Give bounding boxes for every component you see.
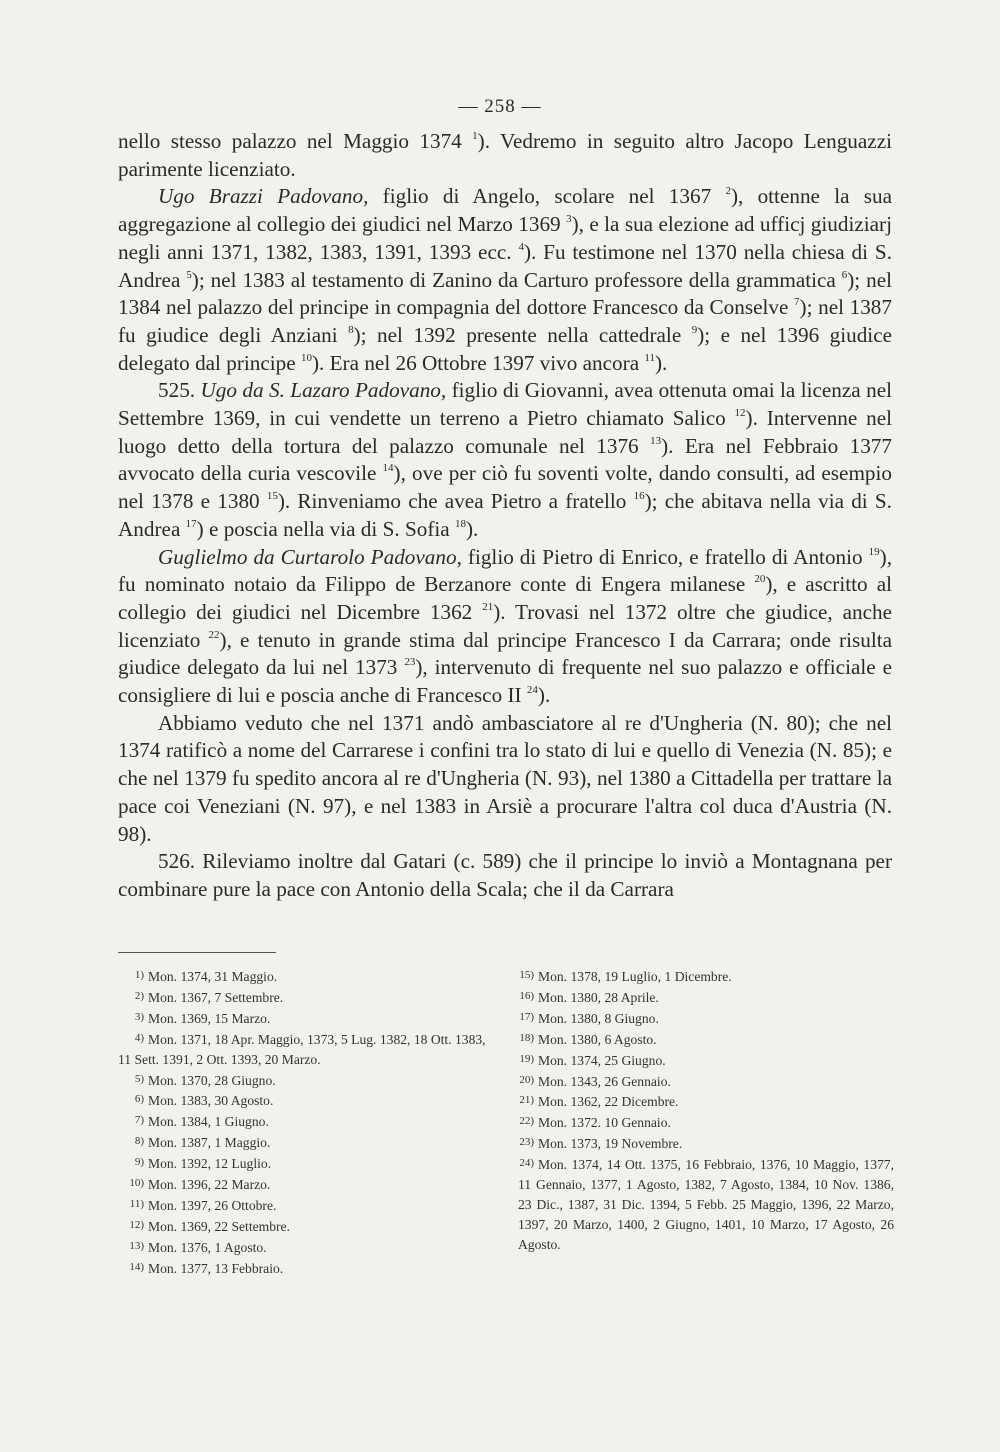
- paragraph-4: Guglielmo da Curtarolo Padovano, figlio di Pietro di Enrico, e fratello di Antonio $^{19}$), fu nominato notaio da Filippo de Berzanore conte di Engera milanese $^{20}$), e ascritto al collegio dei giudici nel Dicembre 1362 $^{21}$). Trovasi nel 1372 oltre che giudice, anche licenziato $^{22}$), e tenuto in grande stima dal principe Francesco I da Carrara; onde risulta giudice delegato da lui nel 1373 $^{23}$), intervenuto di frequente nel suo palazzo e officiale e consigliere di lui e poscia anche di Francesco II $^{24}$).: [118, 544, 893, 708]
- footnote: 7) Mon. 1384, 1 Giugno.: [134, 1114, 269, 1130]
- footnote: 11) Mon. 1397, 26 Ottobre.: [129, 1197, 277, 1213]
- footnote-ref[interactable]: 13: [650, 434, 662, 447]
- footnote-ref[interactable]: 8: [348, 323, 354, 336]
- footnote: 14) Mon. 1377, 13 Febbraio.: [129, 1260, 284, 1276]
- footnote-ref[interactable]: 10: [300, 351, 312, 364]
- entry-number: 525.: [158, 378, 201, 403]
- footnote-ref[interactable]: 20: [754, 573, 766, 586]
- footnote: 18) Mon. 1380, 6 Agosto.: [519, 1031, 657, 1047]
- paragraph-3: 525. Ugo da S. Lazaro Padovano, figlio di Giovanni, avea ottenuta omai la licenza nel Settembre 1369, in cui vendette un terreno a Pietro chiamato Salico $^{12}$). Intervenne nel luogo detto della tortura del palazzo comunale nel 1376 $^{13}$). Era nel Febbraio 1377 avvocato della curia vescovile $^{14}$), ove per ciò fu soventi volte, dando consulti, ad esempio nel 1378 e 1380 $^{15}$). Rinveniamo che avea Pietro a fratello $^{16}$); che abitava nella via di S. Andrea $^{17}$) e poscia nella via di S. Sofia $^{18}$).: [118, 378, 892, 541]
- paragraph-1: nello stesso palazzo nel Maggio 1374 $^1$). Vedremo in seguito altro Jacopo Lenguazzi parimente licenziato.: [118, 129, 892, 181]
- paragraph-6: 526. Rileviamo inoltre dal Gatari (c. 589) che il principe lo inviò a Montagnana per combinare pure la pace con Antonio della Scala; che il da Carrara: [118, 849, 892, 901]
- footnote: 13) Mon. 1376, 1 Agosto.: [129, 1239, 267, 1255]
- footnote: 19) Mon. 1374, 25 Giugno.: [519, 1052, 666, 1068]
- footnote-ref[interactable]: 24: [526, 684, 538, 697]
- footnote-divider: [118, 952, 276, 953]
- footnote: 17) Mon. 1380, 8 Giugno.: [519, 1010, 659, 1026]
- footnote-ref[interactable]: 2: [725, 185, 731, 198]
- footnote: 24) Mon. 1374, 14 Ott. 1375, 16 Febbraio, 1376, 10 Maggio, 1377, 11 Gennaio, 1377, 1 Agosto, 1382, 7 Agosto, 1384, 10 Nov. 1386, 23 Dic., 1387, 31 Dic. 1394, 5 Febb. 25 Maggio, 1396, 22 Marzo, 1397, 20 Marzo, 1400, 2 Giugno, 1401, 10 Marzo, 17 Agosto, 26 Agosto.: [518, 1157, 894, 1252]
- footnote: 22) Mon. 1372. 10 Gennaio.: [519, 1115, 671, 1131]
- footnote: 10) Mon. 1396, 22 Marzo.: [129, 1177, 271, 1193]
- footnote: 9) Mon. 1392, 12 Luglio.: [134, 1156, 272, 1172]
- person-name: Ugo da S. Lazaro Padovano,: [200, 378, 447, 403]
- footnote: 2) Mon. 1367, 7 Settembre.: [134, 989, 284, 1005]
- footnote-ref[interactable]: 4: [518, 240, 524, 253]
- footnotes-right-column: [518, 966, 894, 1255]
- footnote-ref[interactable]: 7: [794, 296, 800, 309]
- footnote: 6) Mon. 1383, 30 Agosto.: [134, 1093, 274, 1109]
- footnote-ref[interactable]: 22: [208, 628, 220, 641]
- footnote-ref[interactable]: 11: [644, 351, 655, 364]
- footnote: 23) Mon. 1373, 19 Novembre.: [519, 1136, 683, 1152]
- footnote: 12) Mon. 1369, 22 Settembre.: [129, 1218, 290, 1234]
- footnote: 20) Mon. 1343, 26 Gennaio.: [519, 1073, 671, 1089]
- footnote-ref[interactable]: 3: [566, 213, 572, 226]
- footnote: 4) Mon. 1371, 18 Apr. Maggio, 1373, 5 Lug. 1382, 18 Ott. 1383, 11 Sett. 1391, 2 Ott. 1393, 20 Marzo.: [118, 1031, 486, 1067]
- paragraph-2: Ugo Brazzi Padovano, figlio di Angelo, scolare nel 1367 $^2$), ottenne la sua aggregazione al collegio dei giudici nel Marzo 1369 $^3$), e la sua elezione ad ufficj giudiziarj negli anni 1371, 1382, 1383, 1391, 1393 ecc. $^4$). Fu testimone nel 1370 nella chiesa di S. Andrea $^5$); nel 1383 al testamento di Zanino da Carturo professore della grammatica $^6$); nel 1384 nel palazzo del principe in compagnia del dottore Francesco da Conselve $^7$); nel 1387 fu giudice degli Anziani $^8$); nel 1392 presente nella cattedrale $^9$); e nel 1396 giudice delegato dal principe $^{10}$). Era nel 26 Ottobre 1397 vivo ancora $^{11}$).: [118, 184, 893, 375]
- footnote: 16) Mon. 1380, 28 Aprile.: [519, 989, 659, 1005]
- footnote-ref[interactable]: 12: [734, 407, 746, 420]
- person-name: Ugo Brazzi Padovano,: [158, 184, 369, 209]
- footnote-ref[interactable]: 17: [185, 517, 197, 530]
- footnote: 5) Mon. 1370, 28 Giugno.: [134, 1072, 276, 1088]
- footnote-ref[interactable]: 5: [186, 268, 192, 281]
- footnote-ref[interactable]: 6: [841, 268, 848, 281]
- footnote: 8) Mon. 1387, 1 Maggio.: [134, 1135, 271, 1151]
- footnotes-left-column: [118, 966, 490, 1279]
- footnote-ref[interactable]: 16: [633, 490, 645, 503]
- footnote: 1) Mon. 1374, 31 Maggio.: [134, 969, 278, 984]
- footnote-ref[interactable]: 18: [454, 517, 466, 530]
- footnote-ref[interactable]: 9: [691, 323, 698, 336]
- footnote-ref[interactable]: 23: [404, 656, 416, 669]
- footnote: 15) Mon. 1378, 19 Luglio, 1 Dicembre.: [519, 969, 732, 984]
- footnote-ref[interactable]: 19: [868, 545, 880, 558]
- footnote-ref[interactable]: 14: [382, 462, 394, 475]
- footnote: 3) Mon. 1369, 15 Marzo.: [134, 1010, 271, 1026]
- main-text: [118, 128, 892, 904]
- paragraph-5: Abbiamo veduto che nel 1371 andò ambasciatore al re d'Ungheria (N. 80); che nel 1374 ratificò a nome del Carrarese i confini tra lo stato di lui e quello di Venezia (N. 85); e che nel 1379 fu spedito ancora al re d'Ungheria (N. 93), nel 1380 a Cittadella per trattare la pace coi Veneziani (N. 97), e nel 1383 in Arsiè a procurare l'altra col duca d'Austria (N. 98).: [118, 710, 892, 846]
- footnote: 21) Mon. 1362, 22 Dicembre.: [519, 1094, 679, 1110]
- footnote-ref[interactable]: 21: [482, 600, 494, 613]
- footnote-ref[interactable]: 1: [472, 130, 478, 142]
- footnote-ref[interactable]: 15: [266, 490, 278, 503]
- person-name: Guglielmo da Curtarolo Padovano,: [158, 544, 462, 569]
- page-number: — 258 —: [458, 96, 542, 117]
